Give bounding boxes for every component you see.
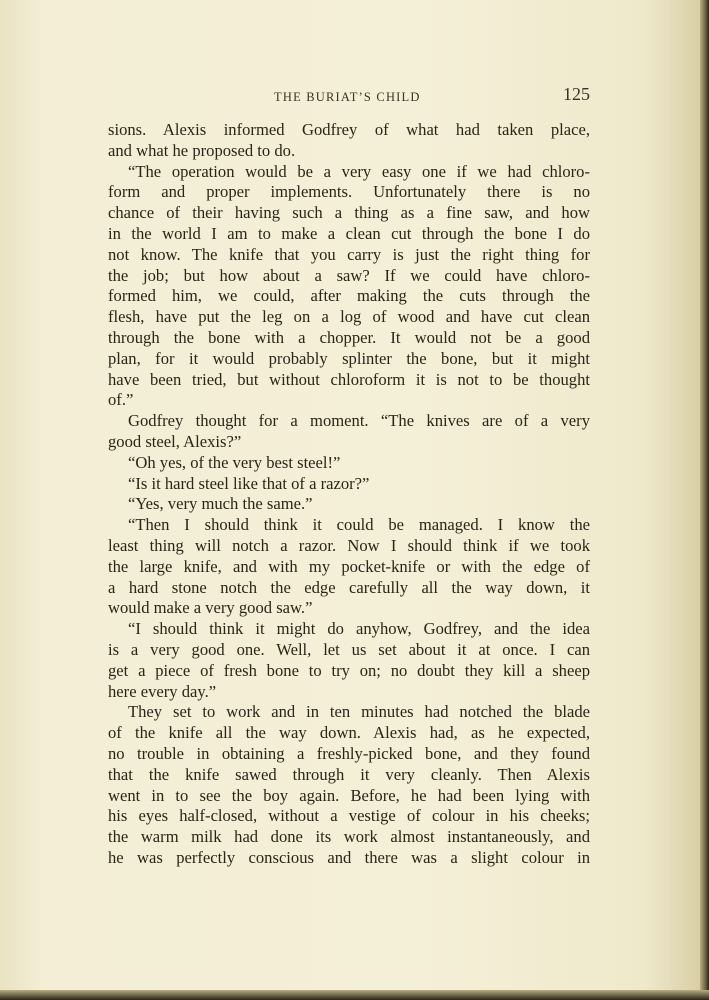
text-line: “Oh yes, of the very best steel!” <box>128 452 341 472</box>
text-line: a hard stone notch the edge carefully all the way down, it <box>108 577 590 597</box>
text-line: get a piece of fresh bone to try on; no doubt they kill a sheep <box>108 660 590 680</box>
text-line: he was perfectly conscious and there was a slight colour in <box>108 847 590 867</box>
text-line: and what he proposed to do. <box>108 140 296 160</box>
page-edge-shadow <box>700 0 709 1000</box>
page-bottom-shadow <box>0 990 709 1000</box>
text-line: plan, for it would probably splinter the bone, but it might <box>108 348 590 368</box>
text-line: through the bone with a chopper. It would not be a good <box>108 327 590 347</box>
text-line: that the knife sawed through it very cleanly. Then Alexis <box>108 764 590 784</box>
text-line: the job; but how about a saw? If we could have chloro- <box>108 265 590 285</box>
page-header <box>108 84 590 108</box>
text-line: in the world I am to make a clean cut through the bone I do <box>108 223 590 243</box>
text-line: went in to see the boy again. Before, he had been lying with <box>108 785 590 805</box>
text-line: least thing will notch a razor. Now I should think if we took <box>108 535 590 555</box>
text-line: his eyes half-closed, without a vestige of colour in his cheeks; <box>108 806 590 826</box>
text-line: “Then I should think it could be managed. I know the <box>128 515 590 535</box>
page-number: 125 <box>563 84 590 104</box>
text-line: the warm milk had done its work almost instantaneously, and <box>108 827 590 847</box>
text-line: “I should think it might do anyhow, Godfrey, and the idea <box>128 619 590 639</box>
text-line: They set to work and in ten minutes had notched the blade <box>128 702 590 722</box>
text-line: here every day.” <box>108 681 217 701</box>
text-line: is a very good one. Well, let us set about it at once. I can <box>108 639 590 659</box>
text-line: flesh, have put the leg on a log of wood and have cut clean <box>108 307 590 327</box>
text-line: formed him, we could, after making the cuts through the <box>108 286 590 306</box>
text-line: of.” <box>108 390 134 410</box>
text-line: “Is it hard steel like that of a razor?” <box>128 473 370 493</box>
text-line: sions. Alexis informed Godfrey of what had taken place, <box>108 120 590 139</box>
text-line: of the knife all the way down. Alexis had, as he expected, <box>108 723 590 743</box>
text-line: the large knife, and with my pocket-knife or with the edge of <box>108 556 590 576</box>
text-line: no trouble in obtaining a freshly-picked bone, and they found <box>108 743 590 763</box>
text-line: chance of their having such a thing as a fine saw, and how <box>108 203 590 223</box>
text-line: Godfrey thought for a moment. “The knives are of a very <box>128 411 590 431</box>
text-line: have been tried, but without chloroform it is not to be thought <box>108 369 590 389</box>
text-line: “The operation would be a very easy one if we had chloro- <box>128 161 590 181</box>
text-line: “Yes, very much the same.” <box>128 494 313 514</box>
body-text <box>108 120 590 869</box>
text-line: good steel, Alexis?” <box>108 431 242 451</box>
text-line: would make a very good saw.” <box>108 598 313 618</box>
text-line: form and proper implements. Unfortunately there is no <box>108 182 590 202</box>
running-head: THE BURIAT’S CHILD <box>274 90 421 104</box>
text-line: not know. The knife that you carry is just the right thing for <box>108 244 590 264</box>
